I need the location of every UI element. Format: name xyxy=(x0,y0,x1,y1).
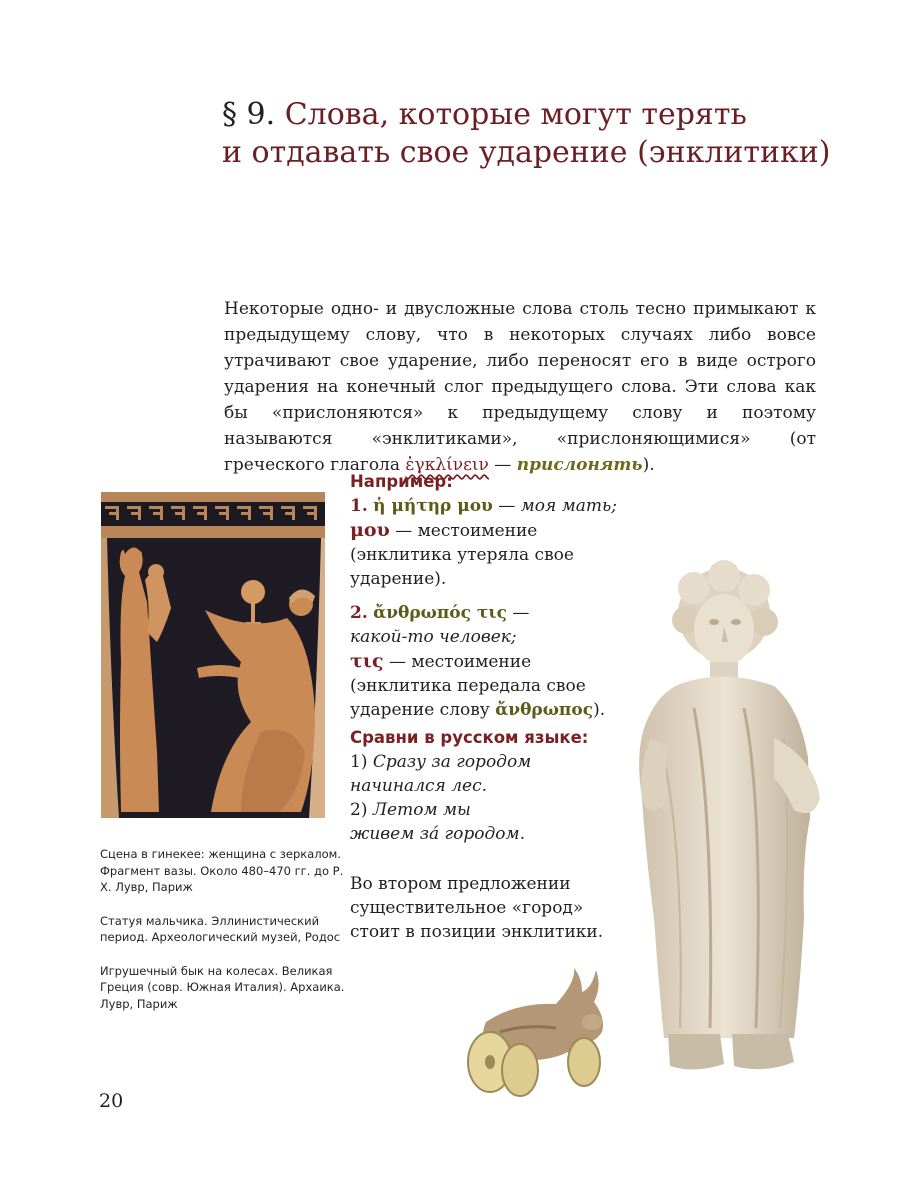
image-captions xyxy=(100,846,345,1029)
example-2-explanation xyxy=(350,649,635,722)
examples-column xyxy=(350,470,635,944)
statue-illustration xyxy=(624,558,824,1088)
page-number: 20 xyxy=(99,1090,124,1112)
toy-bull-illustration xyxy=(456,962,612,1100)
section-number: § 9. xyxy=(222,97,276,132)
compare-2-text: Летом мы живем за́ городом. xyxy=(350,800,525,844)
caption-bull: Игрушечный бык на колесах. Великая Греция (совр. Южная Италия). Архаика. Лувр, Париж xyxy=(100,963,345,1011)
intro-paragraph xyxy=(224,296,816,478)
page-heading xyxy=(222,96,862,172)
vase-image xyxy=(101,492,325,818)
example-2: 2. ἄνθρωπός τις — какой-то человек; xyxy=(350,603,530,647)
toy-bull-image xyxy=(456,962,612,1100)
example-1-explanation xyxy=(350,518,635,591)
example-2-translation: какой-то человек; xyxy=(350,627,517,647)
caption-statue: Статуя мальчика. Эллинистический период. Археологический музей, Родос xyxy=(100,913,341,944)
conclusion-text: Во втором предложении существительное «город» стоит в позиции энклитики. xyxy=(350,874,604,942)
example-1-word: μου xyxy=(350,519,390,541)
heading-line-2: и отдавать свое ударение (энклитики) xyxy=(222,135,831,170)
greek-verb: ἐγκλίνειν xyxy=(405,455,489,475)
intro-dash: — xyxy=(488,455,517,475)
compare-2 xyxy=(350,798,540,846)
example-2-greek: ἄνθρωπός τις xyxy=(373,603,507,623)
caption-vase: Сцена в гинекее: женщина с зеркалом. Фрагмент вазы. Около 480–470 гг. до Р. Х. Лувр, Париж xyxy=(100,847,344,894)
example-2-note-end: ). xyxy=(593,700,606,720)
heading-line-1: Слова, которые могут терять xyxy=(284,97,747,132)
statue-image xyxy=(624,558,824,1088)
verb-translation: прислонять xyxy=(516,455,643,475)
compare-1 xyxy=(350,750,540,798)
compare-1-number: 1) xyxy=(350,752,368,772)
vase-illustration xyxy=(101,492,325,818)
example-2-note: — местоимение (энклитика передала свое ударение слову xyxy=(350,652,586,720)
example-1: 1. ἡ μήτηρ μου — моя мать; xyxy=(350,496,617,516)
example-1-translation: моя мать; xyxy=(520,496,617,516)
compare-1-text: Сразу за городом начинался лес. xyxy=(350,752,532,796)
example-2-word: τις xyxy=(350,650,384,672)
example-2-number: 2. xyxy=(350,603,368,623)
example-1-number: 1. xyxy=(350,496,368,516)
label-compare: Сравни в русском языке: xyxy=(350,728,589,747)
compare-2-number: 2) xyxy=(350,800,368,820)
label-for-example: Например: xyxy=(350,472,453,491)
example-1-greek: ἡ μήτηρ μου xyxy=(373,496,493,516)
example-2-word-2: ἄνθρωπος xyxy=(495,700,594,720)
intro-end: ). xyxy=(642,455,655,475)
intro-text: Некоторые одно- и двусложные слова столь тесно примыкают к предыдущему слову, что в некоторых случаях либо вовсе утрачивают свое ударение, либо переносят его в виде острого ударения на конечный слог предыдущего слова. Эти слова как бы «прислоняются» к предыдущему слову и поэтому называются «энклитиками», «прислоняющимися» (от греческого глагола xyxy=(224,299,816,475)
example-1-note: — местоимение (энклитика утеряла свое ударение). xyxy=(350,521,574,589)
